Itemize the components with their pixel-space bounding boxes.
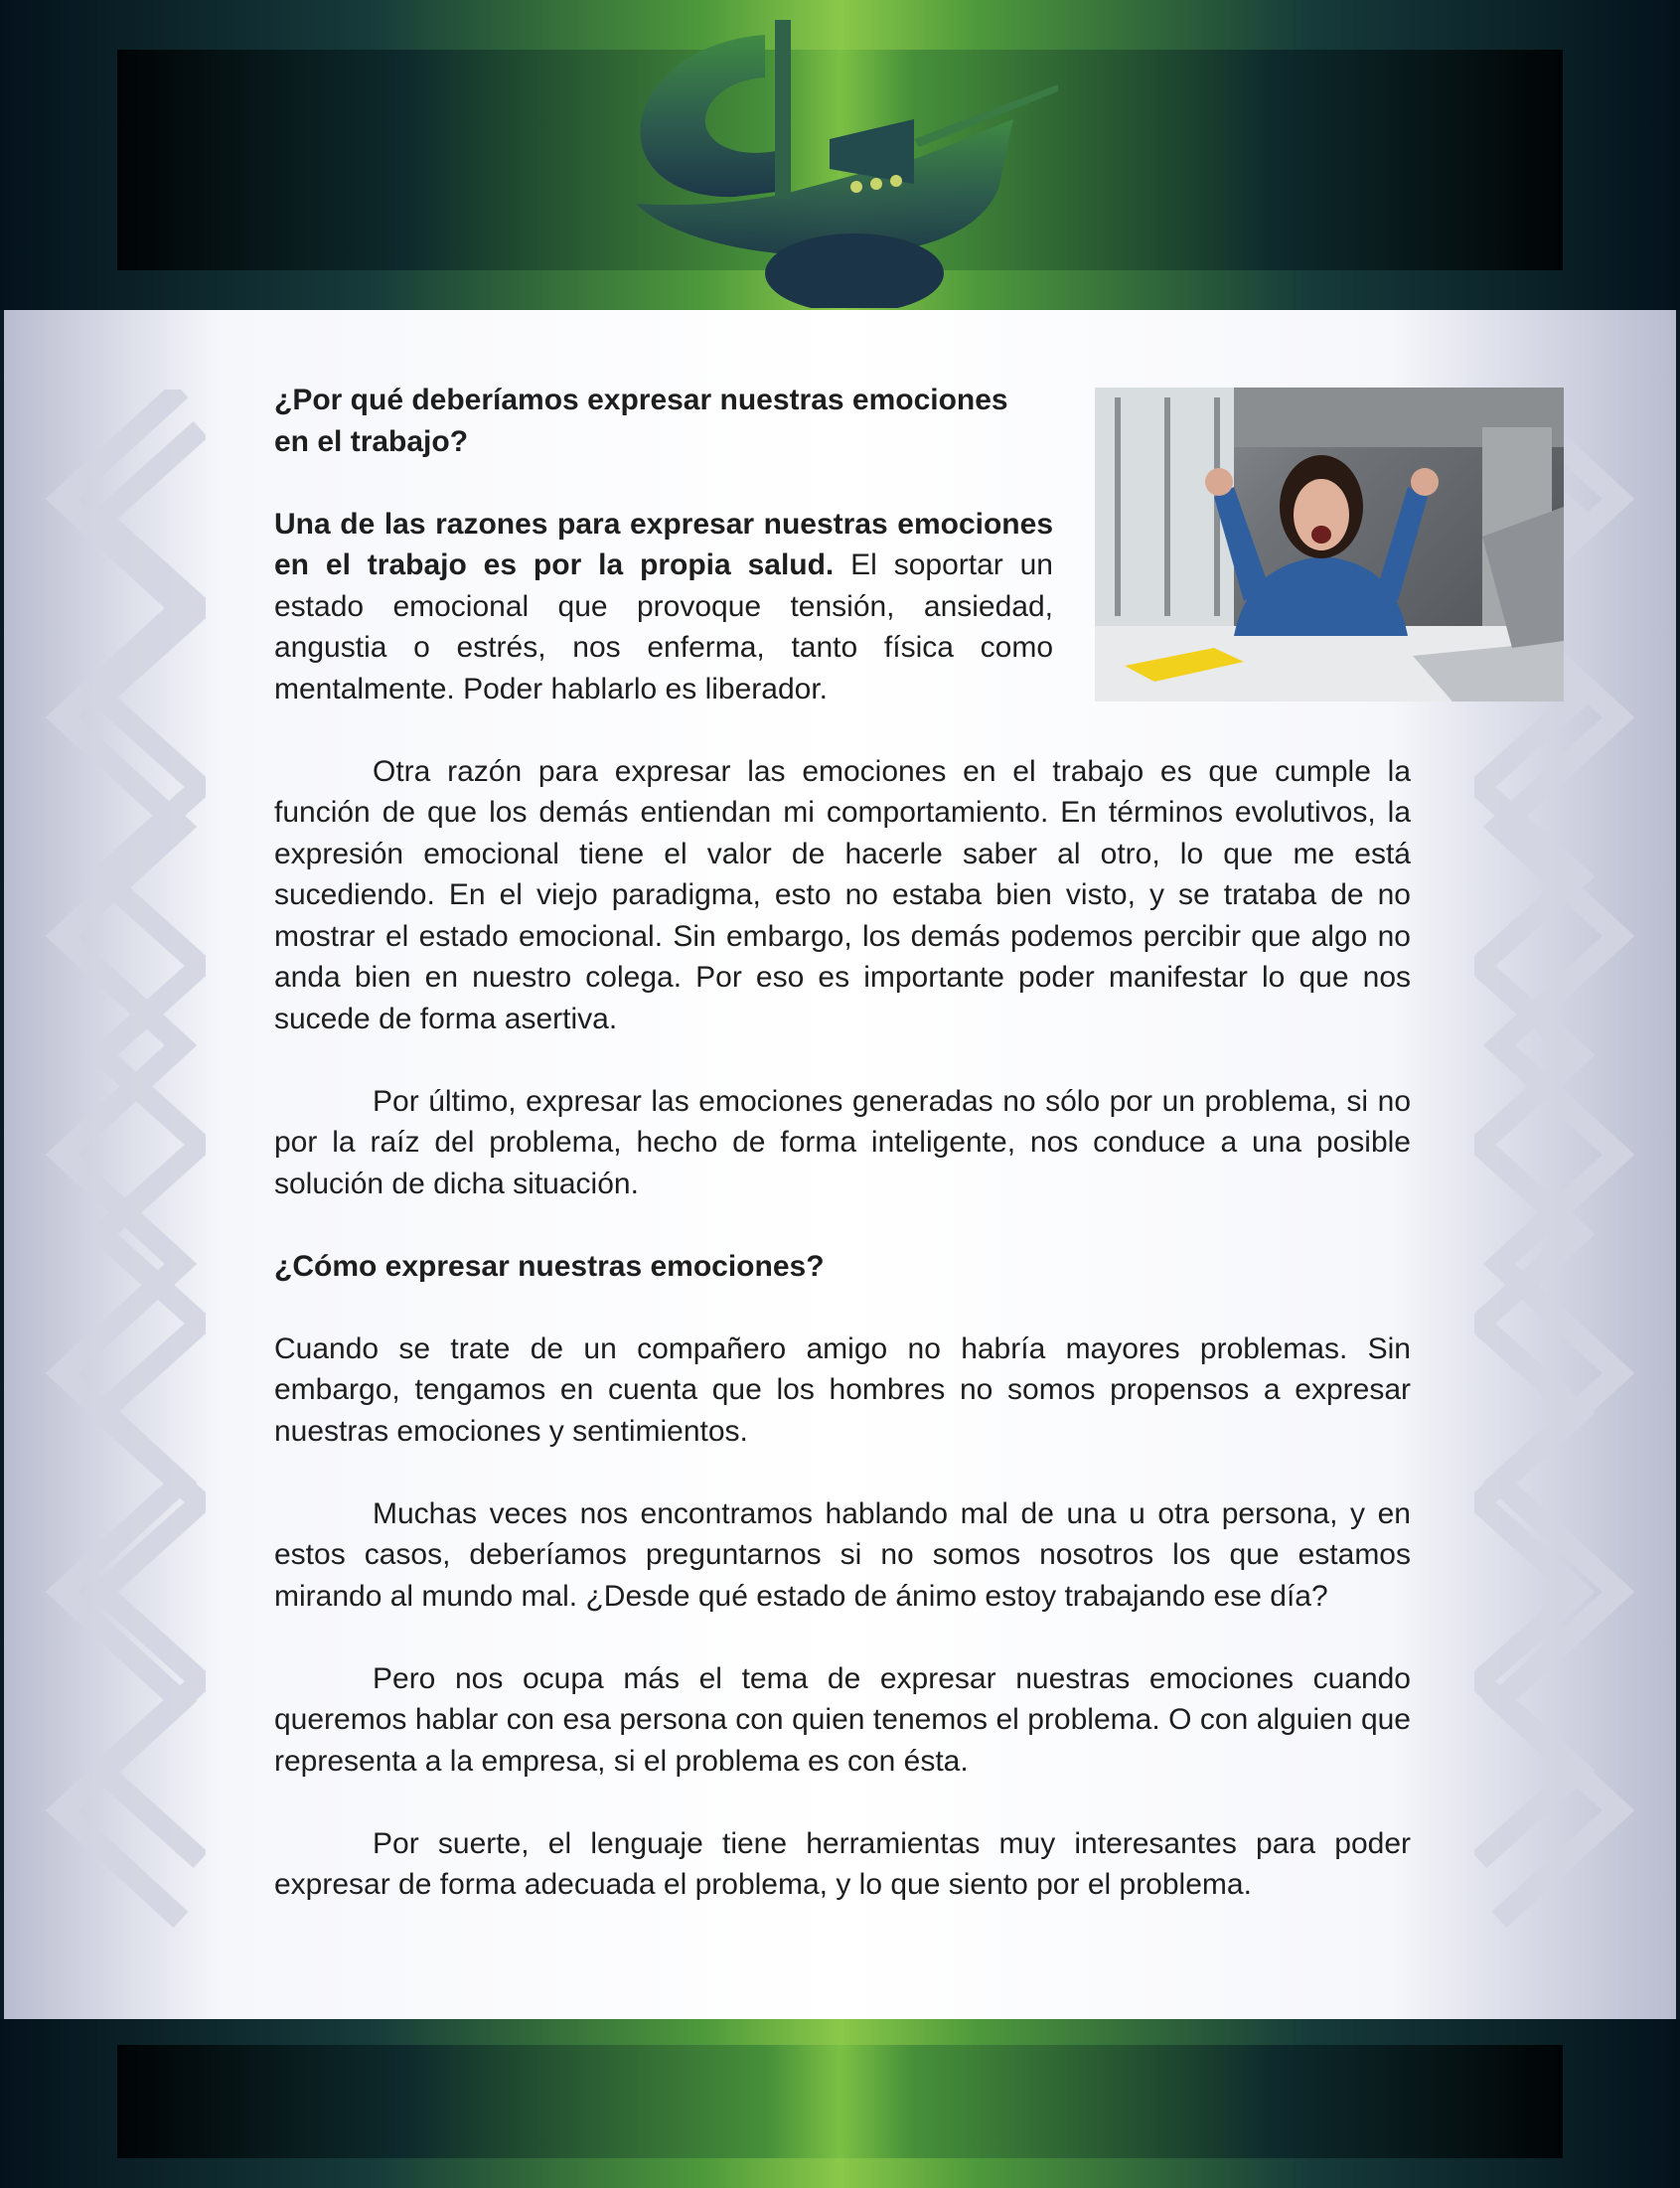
paragraph: Muchas veces nos encontramos hablando mal de una u otra persona, y en estos casos, deberíamos preguntarnos si no somos nosotros los que estamos mirando al mundo mal. ¿Desde qué estado de ánimo estoy trabajando ese día?	[274, 1496, 1411, 1613]
paragraph: Por suerte, el lenguaje tiene herramientas muy interesantes para poder expresar de forma adecuada el problema, y lo que siento por el problema.	[274, 1826, 1411, 1901]
stressed-woman-photo	[1095, 388, 1564, 702]
intro-paragraph	[274, 504, 1053, 710]
paragraph: Otra razón para expresar las emociones en el trabajo es que cumple la función de que los demás entiendan mi comportamiento. En términos evolutivos, la expresión emocional tiene el valor de hacerle saber al otro, lo que me está sucediendo. En el viejo paradigma, esto no estaba bien visto, y se trataba de no mostrar el estado emocional. Sin embargo, los demás podemos percibir que algo no anda bien en nuestro colega. Por eso es importante poder manifestar lo que nos sucede de forma asertiva.	[274, 754, 1411, 1035]
paragraph: Por último, expresar las emociones generadas no sólo por un problema, si no por la raíz del problema, hecho de forma inteligente, nos conduce a una posible solución de dicha situación.	[274, 1084, 1411, 1200]
ship-logo-icon	[616, 20, 1063, 308]
paragraph: Cuando se trate de un compañero amigo no habría mayores problemas. Sin embargo, tengamos en cuenta que los hombres no somos propensos a expresar nuestras emociones y sentimientos.	[274, 1331, 1411, 1448]
paragraph: Pero nos ocupa más el tema de expresar nuestras emociones cuando queremos hablar con esa persona con quien tenemos el problema. O con alguien que representa a la empresa, si el problema es con ésta.	[274, 1661, 1411, 1778]
section-subtitle: ¿Cómo expresar nuestras emociones?	[274, 1249, 825, 1283]
stressed-woman-at-desk-photo	[1095, 388, 1564, 702]
footer-band-inner	[117, 2045, 1563, 2158]
article-title-line2: en el trabajo?	[274, 424, 469, 458]
header-band	[0, 0, 1680, 310]
intro-body-text: El soportar un estado emocional que provoque tensión, ansiedad, angustia o estrés, nos enferma, tanto física como mentalmente. Poder hablarlo es liberador.	[274, 548, 1053, 705]
intro-bold-text: Una de las razones para expresar nuestras emociones en el trabajo es por la propia salud.	[274, 507, 1053, 581]
intro-block	[274, 380, 1053, 709]
zigzag-pattern-left	[32, 390, 206, 1979]
footer-band	[0, 2019, 1680, 2188]
article-title-line1: ¿Por qué deberíamos expresar nuestras emociones	[274, 384, 1008, 416]
